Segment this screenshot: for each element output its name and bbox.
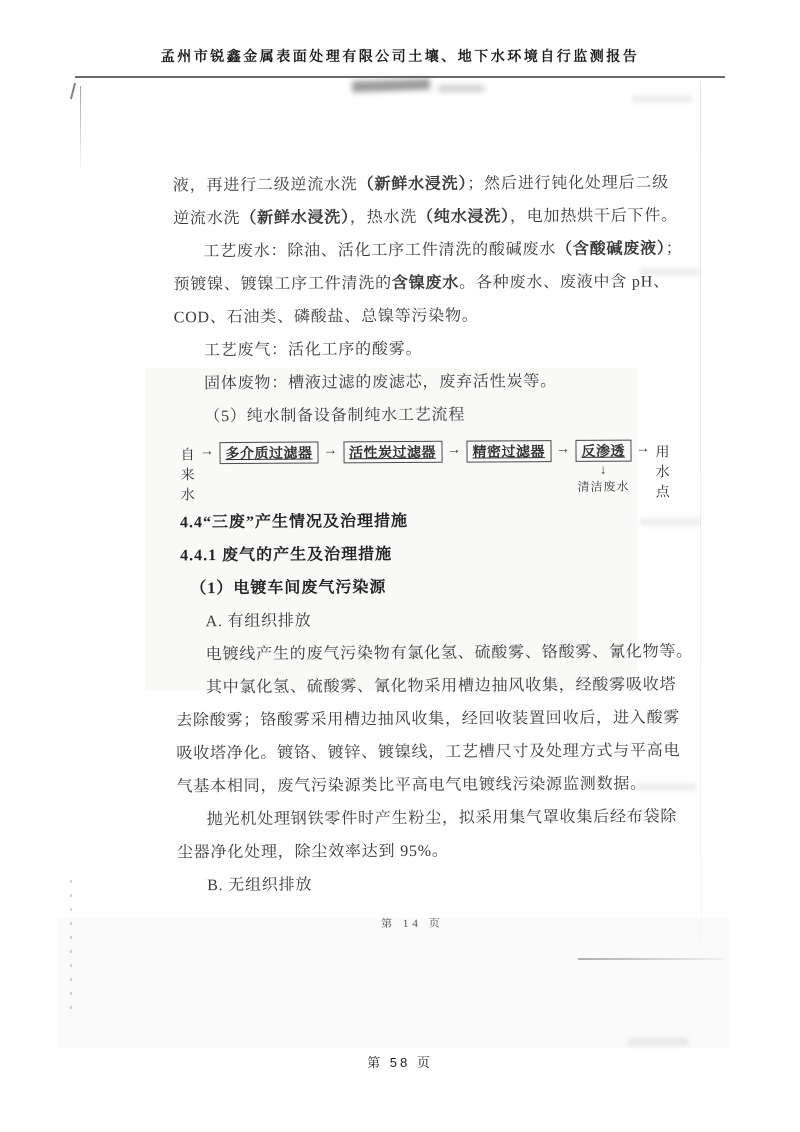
text-segment: 4.4“三废”产生情况及治理措施 (179, 512, 409, 532)
flowchart-source-label: 自来水 (180, 448, 196, 504)
text-segment: 气基本相同，废气污染源类比平高电气电镀线污染源监测数据。 (176, 775, 648, 796)
text-line (175, 569, 655, 605)
text-segment: ，电加热烘干后下件。 (509, 207, 678, 226)
text-segment: A. 有组织排放 (205, 612, 312, 631)
text-line (172, 166, 669, 202)
arrow-right-icon: → (323, 443, 339, 459)
text-line (176, 635, 694, 671)
text-segment: B. 无组织排放 (207, 876, 313, 895)
text-segment: （1）电镀车间废气污染源 (190, 579, 387, 598)
text-line (176, 767, 656, 803)
document-lines-bottom (175, 503, 694, 902)
text-segment: 吸收塔净化。镀铬、镀锌、镀镍线，工艺槽尺寸及处理方式与平高电 (176, 742, 681, 763)
text-segment: 工艺废水：除油、活化工序工件清洗的酸碱废水 (203, 241, 557, 261)
text-segment: 含镍废水 (391, 274, 460, 293)
text-segment: 4.4.1 废气的产生及治理措施 (180, 546, 393, 565)
arrow-right-icon: → (555, 441, 571, 458)
text-line (173, 265, 670, 301)
text-segment: 逆流水洗 (173, 209, 241, 228)
flowchart-step (466, 440, 551, 463)
flowchart-step-box: 反渗透 (575, 440, 631, 462)
text-line (175, 602, 655, 638)
text-segment: （新鲜水浸洗） (240, 209, 350, 227)
text-segment: （纯水浸洗） (417, 208, 510, 226)
text-segment: 。各种废水、废液中含 pH、 (459, 273, 670, 292)
text-line (176, 668, 677, 704)
text-line (175, 536, 655, 572)
text-segment: ； (665, 240, 683, 258)
arrow-right-icon: → (199, 444, 215, 460)
text-segment: 抛光机处理钢铁零件时产生粉尘，拟采用集气罩收集后经布袋除 (206, 808, 678, 829)
text-segment: 固体废物：槽液过滤的废滤芯，废弃活性炭等。 (204, 373, 557, 393)
scan-smudge (628, 1038, 688, 1046)
text-line (173, 232, 683, 268)
text-segment: COD、石油类、磷酸盐、总镍等污染物。 (173, 307, 479, 327)
text-segment: （5）纯水制备设备制纯水工艺流程 (204, 406, 466, 426)
text-segment: 尘器净化处理，除尘效率达到 95%。 (176, 842, 449, 862)
report-header-title: 孟州市锐鑫金属表面处理有限公司土壤、地下水环境自行监测报告 (160, 50, 640, 65)
text-line (173, 199, 678, 235)
inner-page-number: 第 14 页 (381, 917, 444, 931)
text-segment: 电镀线产生的废气污染物有氯化氢、硫酸雾、铬酸雾、氰化物等。 (205, 643, 694, 664)
text-segment: 其中氯化氢、硫酸雾、氰化物采用槽边抽风收集，经酸雾吸收塔 (205, 676, 677, 697)
flowchart-branch-label: 清洁废水 (577, 479, 630, 494)
flowchart-step-box: 精密过滤器 (466, 440, 551, 463)
arrow-right-icon: → (446, 442, 462, 458)
flowchart-step (343, 441, 442, 464)
text-line (174, 364, 654, 400)
flowchart-step (219, 441, 318, 464)
text-segment: （新鲜水浸洗） (357, 175, 468, 194)
text-line (176, 734, 681, 770)
text-line (177, 800, 678, 836)
document-lines-top (172, 166, 683, 433)
flowchart-sink-label: 用水点 (655, 445, 671, 501)
text-segment: （含酸碱废液） (556, 240, 666, 259)
flowchart (180, 439, 671, 504)
text-segment: ，热水洗 (349, 208, 418, 227)
text-line (177, 866, 657, 902)
text-line (174, 298, 654, 334)
text-segment: ；然后进行钝化处理后二级 (467, 174, 669, 193)
text-segment: 去除酸雾；铬酸雾采用槽边抽风收集，经回收装置回收后，进入酸雾 (176, 709, 681, 730)
flowchart-step-box: 多介质过滤器 (219, 441, 318, 464)
outer-page-number: 第 58 页 (367, 1055, 433, 1070)
flowchart-step-box: 活性炭过滤器 (343, 441, 442, 464)
text-line (175, 503, 655, 539)
text-segment: 工艺废气：活化工序的酸雾。 (203, 340, 423, 360)
text-line (174, 331, 654, 367)
document-body (0, 78, 694, 933)
text-segment: 预镀镍、镀镍工序工件清洗的 (173, 275, 392, 294)
arrow-down-icon: ↓ (599, 461, 607, 477)
inner-scanned-sheet (0, 78, 800, 983)
text-line (176, 701, 681, 737)
text-segment: 液，再进行二级逆流水洗 (172, 176, 358, 195)
text-line (177, 833, 657, 869)
text-line (174, 397, 654, 433)
flowchart-step (575, 440, 631, 495)
arrow-right-icon: → (635, 441, 651, 457)
